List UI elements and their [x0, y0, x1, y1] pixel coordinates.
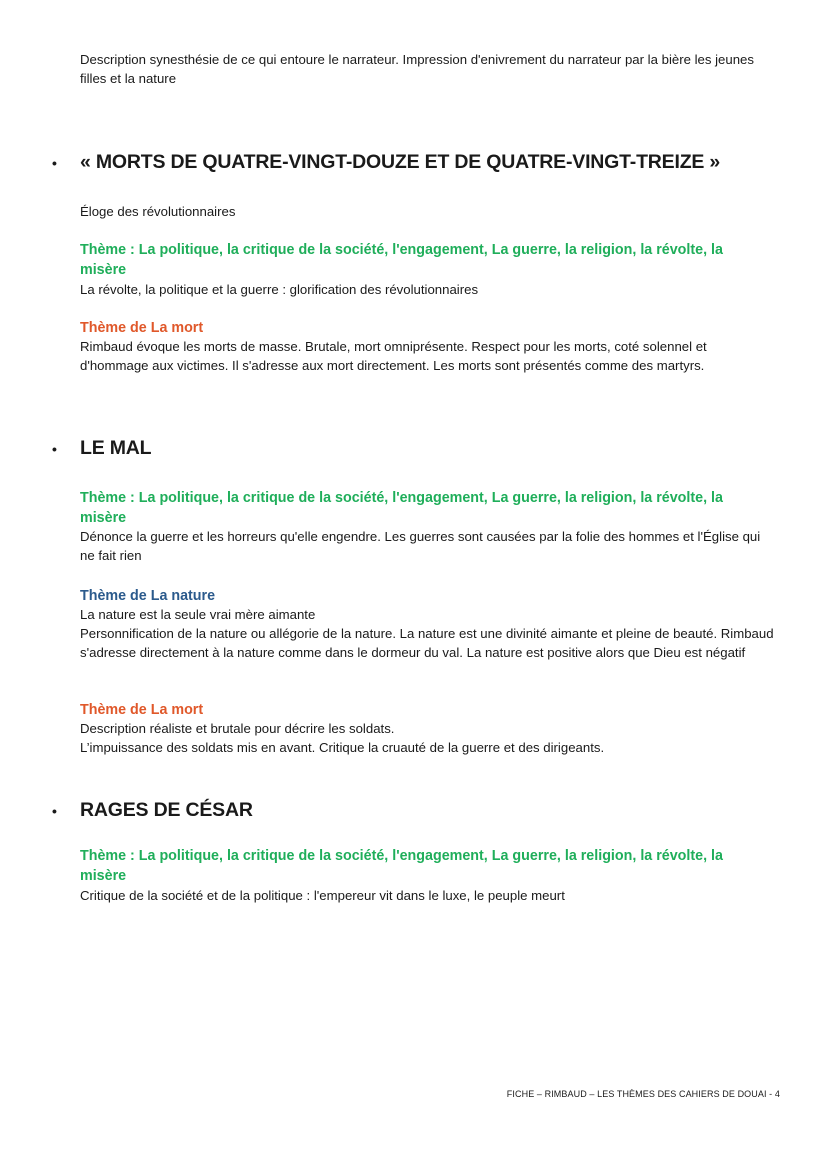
theme-label-politique: Thème : La politique, la critique de la société, l'engagement, La guerre, la religion, la révolte, la misère: [80, 490, 723, 526]
section-title: LE MAL: [80, 437, 152, 459]
bullet-icon: •: [52, 803, 57, 819]
bullet-icon: •: [52, 441, 57, 457]
theme-label-politique: Thème : La politique, la critique de la société, l'engagement, La guerre, la religion, la révolte, la misère: [80, 242, 723, 278]
section-intro: Éloge des révolutionnaires: [80, 204, 236, 219]
theme-label-nature: Thème de La nature: [80, 588, 216, 604]
theme-text: Dénonce la guerre et les horreurs qu'elle engendre. Les guerres sont causées par la folie des hommes et l'Église qui ne fait rien: [80, 529, 761, 563]
theme-label-mort: Thème de La mort: [80, 320, 204, 336]
section-heading-rages-de-cesar: [52, 799, 792, 822]
bullet-icon: •: [52, 155, 57, 171]
theme-text: La nature est la seule vrai mère aimante: [80, 607, 316, 622]
intro-paragraph: Description synesthésie de ce qui entoure le narrateur. Impression d'enivrement du narrateur par la bière les jeunes filles et la nature: [80, 52, 754, 86]
theme-text: L’impuissance des soldats mis en avant. Critique la cruauté de la guerre et des dirigeants.: [80, 740, 605, 755]
theme-text: Rimbaud évoque les morts de masse. Brutale, mort omniprésente. Respect pour les morts, coté solennel et d'hommage aux victimes. Il s'adresse aux mort directement. Les morts sont présentés comme des martyrs.: [80, 339, 707, 373]
theme-text: Personnification de la nature ou allégorie de la nature. La nature est une divinité aimante et pleine de beauté. Rimbaud s'adresse directement à la nature comme dans le dormeur du val. La nature est positive alors que Dieu est négatif: [80, 626, 774, 660]
page-footer: FICHE – RIMBAUD – LES THÈMES DES CAHIERS DE DOUAI - 4: [506, 1089, 780, 1099]
theme-text: La révolte, la politique et la guerre : glorification des révolutionnaires: [80, 282, 479, 297]
theme-label-mort: Thème de La mort: [80, 702, 204, 718]
theme-text: Description réaliste et brutale pour décrire les soldats.: [80, 721, 395, 736]
section-title: « MORTS DE QUATRE-VINGT-DOUZE ET DE QUATRE-VINGT-TREIZE »: [80, 151, 721, 173]
theme-text: Critique de la société et de la politique : l'empereur vit dans le luxe, le peuple meurt: [80, 888, 565, 903]
theme-label-politique: Thème : La politique, la critique de la société, l'engagement, La guerre, la religion, la révolte, la misère: [80, 848, 723, 884]
section-heading-morts: [52, 151, 792, 174]
section-heading-le-mal: [52, 437, 792, 460]
section-title: RAGES DE CÉSAR: [80, 799, 253, 821]
